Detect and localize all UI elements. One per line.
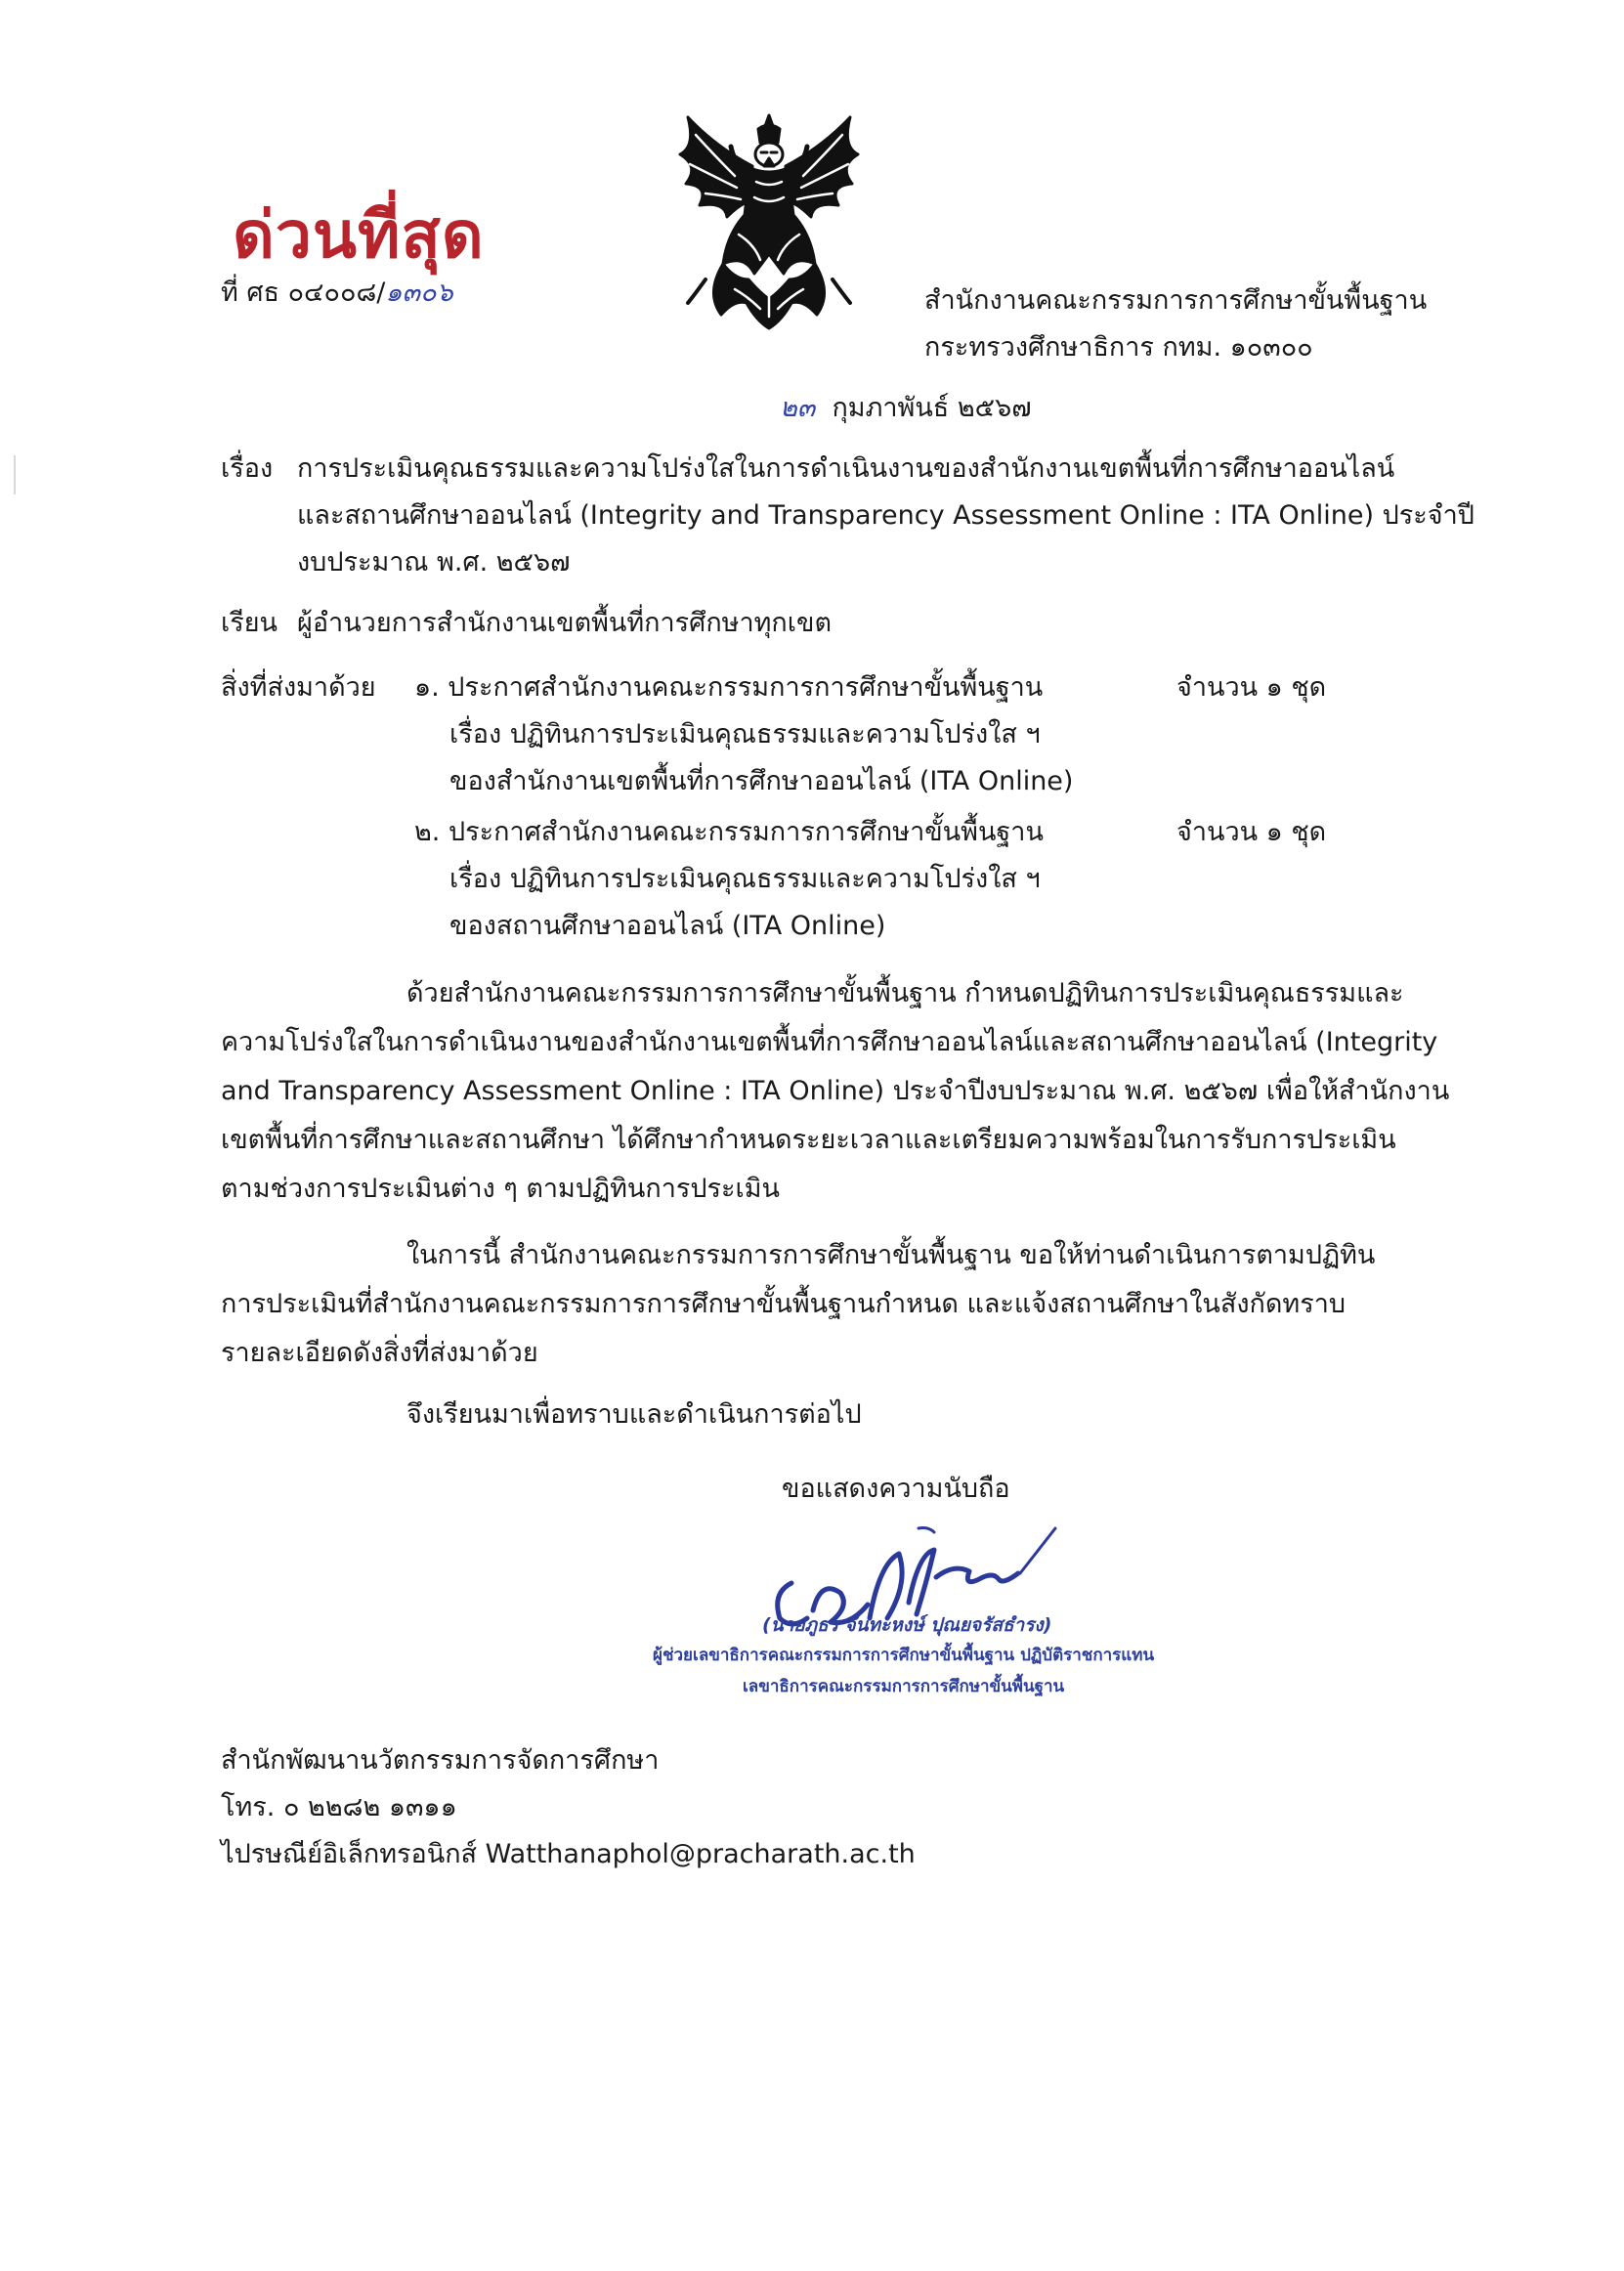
- subject-line-2: และสถานศึกษาออนไลน์ (Integrity and Transparency Assessment Online : ITA Online) ประจำปี: [297, 500, 1474, 531]
- signer-position-line-2: เลขาธิการคณะกรรมการการศึกษาขั้นพื้นฐาน: [743, 1677, 1065, 1696]
- urgency-stamp: ด่วนที่สุด: [233, 196, 485, 273]
- closing-salutation: ขอแสดงความนับถือ: [782, 1474, 1010, 1504]
- enclosure-1-line-2: เรื่อง ปฏิทินการประเมินคุณธรรมและความโปร่งใส ฯ: [449, 719, 1041, 750]
- signer-name: (นายภูธร จันทะหงษ์ ปุณยจรัสธำรง): [762, 1614, 1052, 1636]
- addressee-text: ผู้อำนวยการสำนักงานเขตพื้นที่การศึกษาทุกเขต: [297, 608, 832, 638]
- enclosure-2-line-3: ของสถานศึกษาออนไลน์ (ITA Online): [449, 911, 886, 941]
- enclosure-2-line-1: ๒. ประกาศสำนักงานคณะกรรมการการศึกษาขั้นพื้นฐาน: [414, 817, 1044, 847]
- body-paragraph-1-line: เขตพื้นที่การศึกษาและสถานศึกษา ได้ศึกษากำหนดระยะเวลาและเตรียมความพร้อมในการรับการประเมิน: [221, 1125, 1396, 1155]
- footer-email: ไปรษณีย์อิเล็กทรอนิกส์ Watthanaphol@pracharath.ac.th: [221, 1839, 916, 1869]
- body-paragraph-1-line: ด้วยสำนักงานคณะกรรมการการศึกษาขั้นพื้นฐาน กำหนดปฏิทินการประเมินคุณธรรมและ: [406, 978, 1404, 1008]
- document-number: [221, 270, 453, 317]
- issuing-office: สำนักงานคณะกรรมการการศึกษาขั้นพื้นฐาน: [924, 285, 1428, 316]
- body-paragraph-1-line: ความโปร่งใสในการดำเนินงานของสำนักงานเขตพื้นที่การศึกษาออนไลน์และสถานศึกษาออนไลน์ (Integrity: [221, 1027, 1438, 1057]
- enclosure-1-line-3: ของสำนักงานเขตพื้นที่การศึกษาออนไลน์ (ITA Online): [449, 766, 1074, 796]
- document-number-handwritten: ๑๓๐๖: [385, 278, 453, 308]
- enclosure-2-line-2: เรื่อง ปฏิทินการประเมินคุณธรรมและความโปร่งใส ฯ: [449, 864, 1041, 894]
- enclosure-2-quantity: จำนวน ๑ ชุด: [1176, 817, 1327, 847]
- date-month-year: กุมภาพันธ์ ๒๕๖๗: [832, 393, 1032, 423]
- margin-mark: [14, 455, 16, 494]
- body-paragraph-1-line: and Transparency Assessment Online : ITA Online) ประจำปีงบประมาณ พ.ศ. ๒๕๖๗ เพื่อให้สำนักงาน: [221, 1076, 1450, 1106]
- body-paragraph-2: [221, 1231, 1442, 1378]
- issuing-ministry-address: กระทรวงศึกษาธิการ กทม. ๑๐๓๐๐: [924, 332, 1313, 363]
- body-paragraph-1-line: ตามช่วงการประเมินต่าง ๆ ตามปฏิทินการประเมิน: [221, 1174, 780, 1204]
- date-day-handwritten: ๒๓: [780, 393, 816, 423]
- enclosure-1-quantity: จำนวน ๑ ชุด: [1176, 672, 1327, 703]
- signer-position-line-1: ผู้ช่วยเลขาธิการคณะกรรมการการศึกษาขั้นพื้นฐาน ปฏิบัติราชการแทน: [653, 1646, 1155, 1665]
- document-date: [780, 385, 1032, 432]
- footer-office: สำนักพัฒนานวัตกรรมการจัดการศึกษา: [221, 1745, 660, 1776]
- subject-label: เรื่อง: [221, 453, 274, 484]
- body-paragraph-2-line: การประเมินที่สำนักงานคณะกรรมการการศึกษาขั้นพื้นฐานกำหนด และแจ้งสถานศึกษาในสังกัดทราบ: [221, 1289, 1346, 1319]
- subject-line-3: งบประมาณ พ.ศ. ๒๕๖๗: [297, 547, 571, 578]
- document-number-label: ที่ ศธ ๐๔๐๐๘/: [221, 278, 386, 308]
- enclosure-1-line-1: ๑. ประกาศสำนักงานคณะกรรมการการศึกษาขั้นพื้นฐาน: [414, 672, 1044, 703]
- addressee-label: เรียน: [221, 608, 278, 638]
- enclosures-label: สิ่งที่ส่งมาด้วย: [221, 672, 376, 703]
- body-paragraph-2-line: รายละเอียดดังสิ่งที่ส่งมาด้วย: [221, 1338, 538, 1368]
- body-paragraph-2-line: ในการนี้ สำนักงานคณะกรรมการการศึกษาขั้นพื้นฐาน ขอให้ท่านดำเนินการตามปฏิทิน: [406, 1240, 1376, 1270]
- garuda-emblem-icon: [666, 107, 872, 334]
- body-paragraph-1: [221, 969, 1450, 1214]
- body-paragraph-3: จึงเรียนมาเพื่อทราบและดำเนินการต่อไป: [406, 1399, 862, 1430]
- subject-line-1: การประเมินคุณธรรมและความโปร่งใสในการดำเนินงานของสำนักงานเขตพื้นที่การศึกษาออนไลน์: [297, 453, 1395, 484]
- footer-phone: โทร. ๐ ๒๒๘๒ ๑๓๑๑: [221, 1792, 457, 1822]
